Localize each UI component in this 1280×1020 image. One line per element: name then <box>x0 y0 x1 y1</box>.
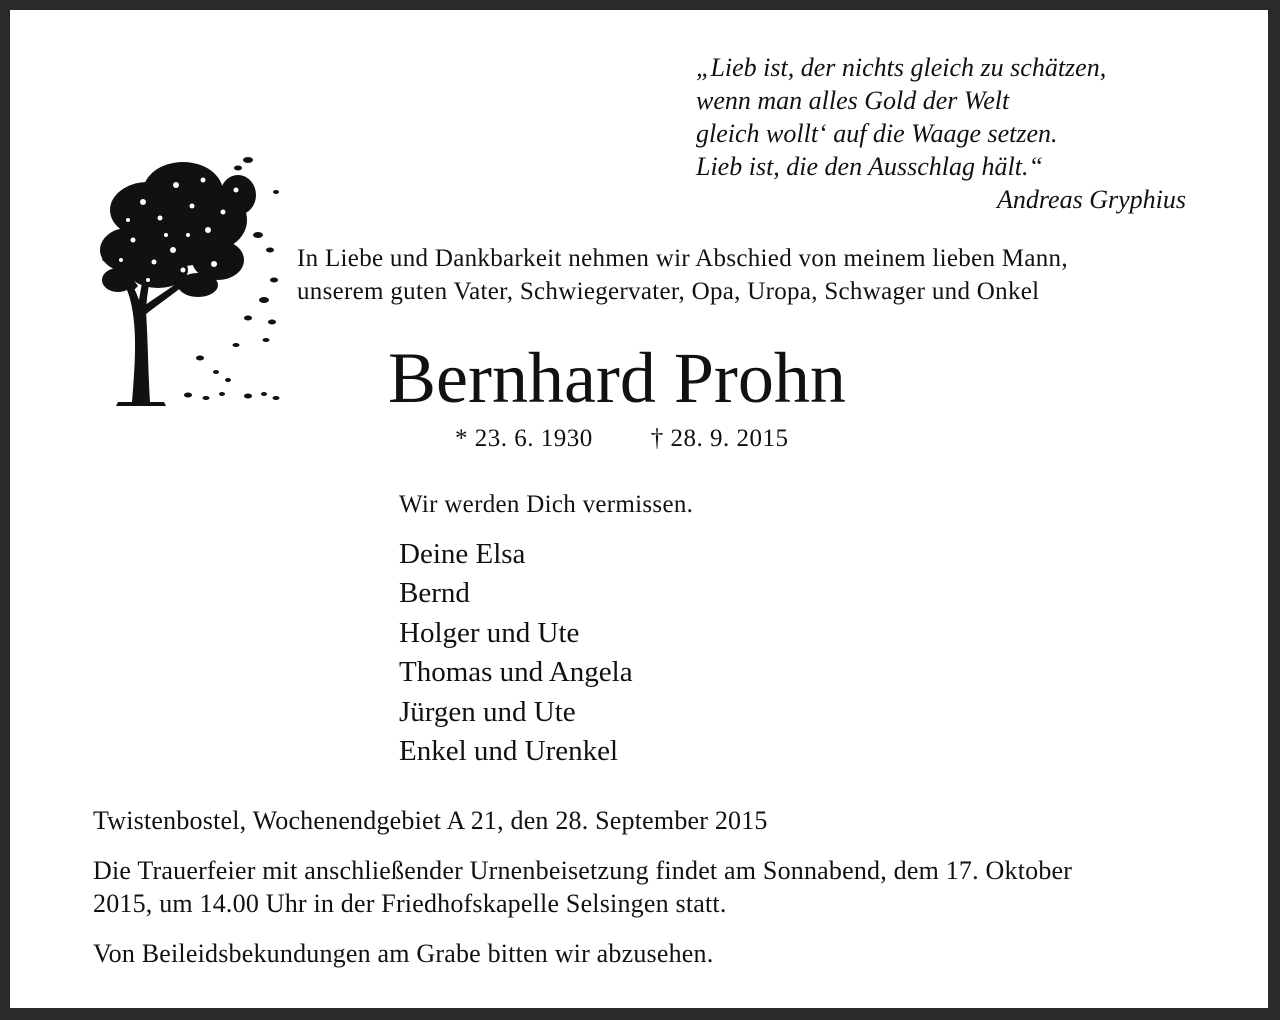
birth-date: * 23. 6. 1930 <box>455 425 593 452</box>
deceased-name: Bernhard Prohn <box>388 338 846 418</box>
family-member: Holger und Ute <box>399 616 580 649</box>
quote-block <box>696 51 1196 216</box>
intro-line: unserem guten Vater, Schwiegervater, Opa, Uropa, Schwager und Onkel <box>297 278 1040 305</box>
tree-icon <box>88 140 284 410</box>
farewell-line: Wir werden Dich vermissen. <box>399 491 694 518</box>
quote-line: gleich wollt‘ auf die Waage setzen. <box>696 119 1058 148</box>
family-member: Jürgen und Ute <box>399 695 576 728</box>
ceremony-info <box>93 854 1203 920</box>
condolence-note: Von Beileidsbekundungen am Grabe bitten wir abzusehen. <box>93 939 714 968</box>
quote-line: „Lieb ist, der nichts gleich zu schätzen, <box>696 53 1107 82</box>
death-date: † 28. 9. 2015 <box>650 425 789 452</box>
quote-author: Andreas Gryphius <box>997 185 1186 214</box>
intro-text <box>297 242 1257 308</box>
quote-line: wenn man alles Gold der Welt <box>696 86 1010 115</box>
intro-line: In Liebe und Dankbarkeit nehmen wir Abschied von meinem lieben Mann, <box>297 245 1068 272</box>
ceremony-line: 2015, um 14.00 Uhr in der Friedhofskapelle Selsingen statt. <box>93 889 727 918</box>
family-member: Deine Elsa <box>399 538 526 570</box>
family-member: Thomas und Angela <box>399 656 633 689</box>
family-list <box>399 535 633 771</box>
ceremony-line: Die Trauerfeier mit anschließender Urnenbeisetzung findet am Sonnabend, dem 17. Oktober <box>93 856 1073 885</box>
life-dates <box>455 424 789 454</box>
obituary-notice <box>10 10 1268 1008</box>
quote-line: Lieb ist, die den Ausschlag hält.“ <box>696 152 1043 181</box>
place-date: Twistenbostel, Wochenendgebiet A 21, den 28. September 2015 <box>93 806 768 835</box>
family-member: Bernd <box>399 577 470 610</box>
family-member: Enkel und Urenkel <box>399 735 619 768</box>
